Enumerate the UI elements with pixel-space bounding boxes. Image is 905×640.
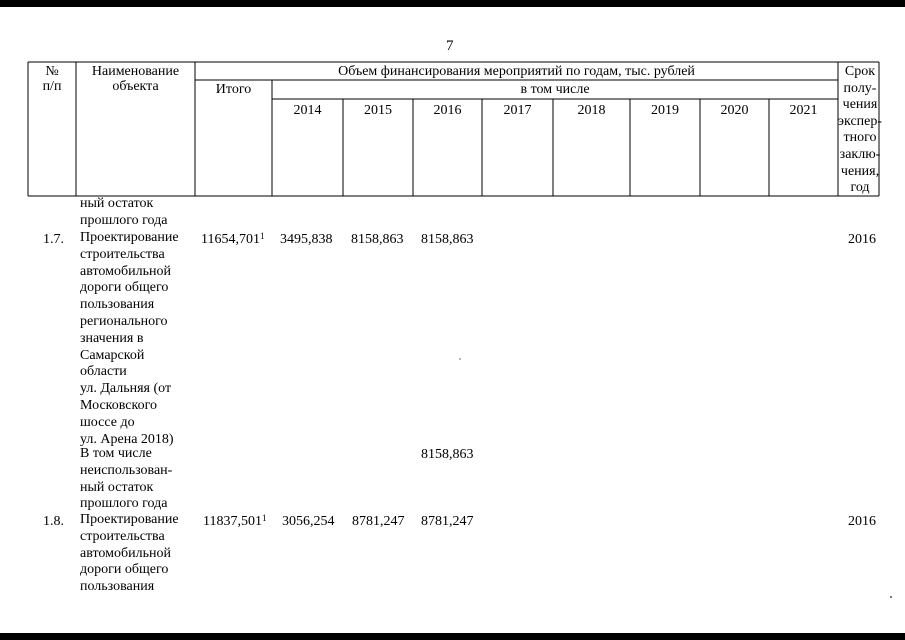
header-year-2021: 2021 [789, 103, 818, 118]
header-year-2017: 2017 [503, 103, 532, 118]
row-1-7-sub-2016: 8158,863 [421, 447, 474, 462]
row-1-7-num: 1.7. [43, 232, 64, 247]
row-1-7-name: Проектирование строительства автомобильной дороги общего пользования регионального значения в Самарской области ул. Дальняя (от Московского шоссе до ул. Арена 2018) [80, 230, 179, 447]
header-num: № п/п [42, 64, 62, 94]
header-funding: Объем финансирования мероприятий по годам, тыс. рублей [338, 64, 695, 79]
continuation-name: ный остаток прошлого года [80, 196, 168, 228]
header-year-2018: 2018 [577, 103, 606, 118]
header-including: в том числе [520, 82, 590, 97]
row-1-8-num: 1.8. [43, 514, 64, 529]
row-1-8-2014: 3056,254 [282, 514, 335, 529]
row-1-7-2014: 3495,838 [280, 232, 333, 247]
row-1-7-2016: 8158,863 [421, 232, 474, 247]
header-name: Наименование объекта [91, 64, 180, 94]
header-year-2016: 2016 [433, 103, 462, 118]
row-1-7-term: 2016 [848, 232, 876, 247]
scan-speck [459, 358, 461, 360]
row-1-7-sub-name: В том числе неиспользован- ный остаток прошлого года [80, 446, 173, 512]
scan-speck [890, 596, 892, 598]
row-1-7-total: 11654,701$^1$ [201, 231, 265, 247]
row-1-8-name: Проектирование строительства автомобильной дороги общего пользования [80, 512, 179, 595]
header-year-2020: 2020 [720, 103, 749, 118]
header-term: Срок полу- чения экспер- тного заклю- чения, год [838, 64, 883, 196]
row-1-8-2015: 8781,247 [352, 514, 405, 529]
row-1-8-term: 2016 [848, 514, 876, 529]
header-year-2014: 2014 [293, 103, 322, 118]
header-total: Итого [215, 82, 252, 97]
row-1-7-2015: 8158,863 [351, 232, 404, 247]
page-number: 7 [446, 38, 454, 54]
row-1-8-total: 11837,501$^1$ [203, 513, 267, 529]
header-year-2015: 2015 [364, 103, 392, 118]
row-1-8-2016: 8781,247 [421, 514, 474, 529]
header-year-2019: 2019 [651, 103, 679, 118]
